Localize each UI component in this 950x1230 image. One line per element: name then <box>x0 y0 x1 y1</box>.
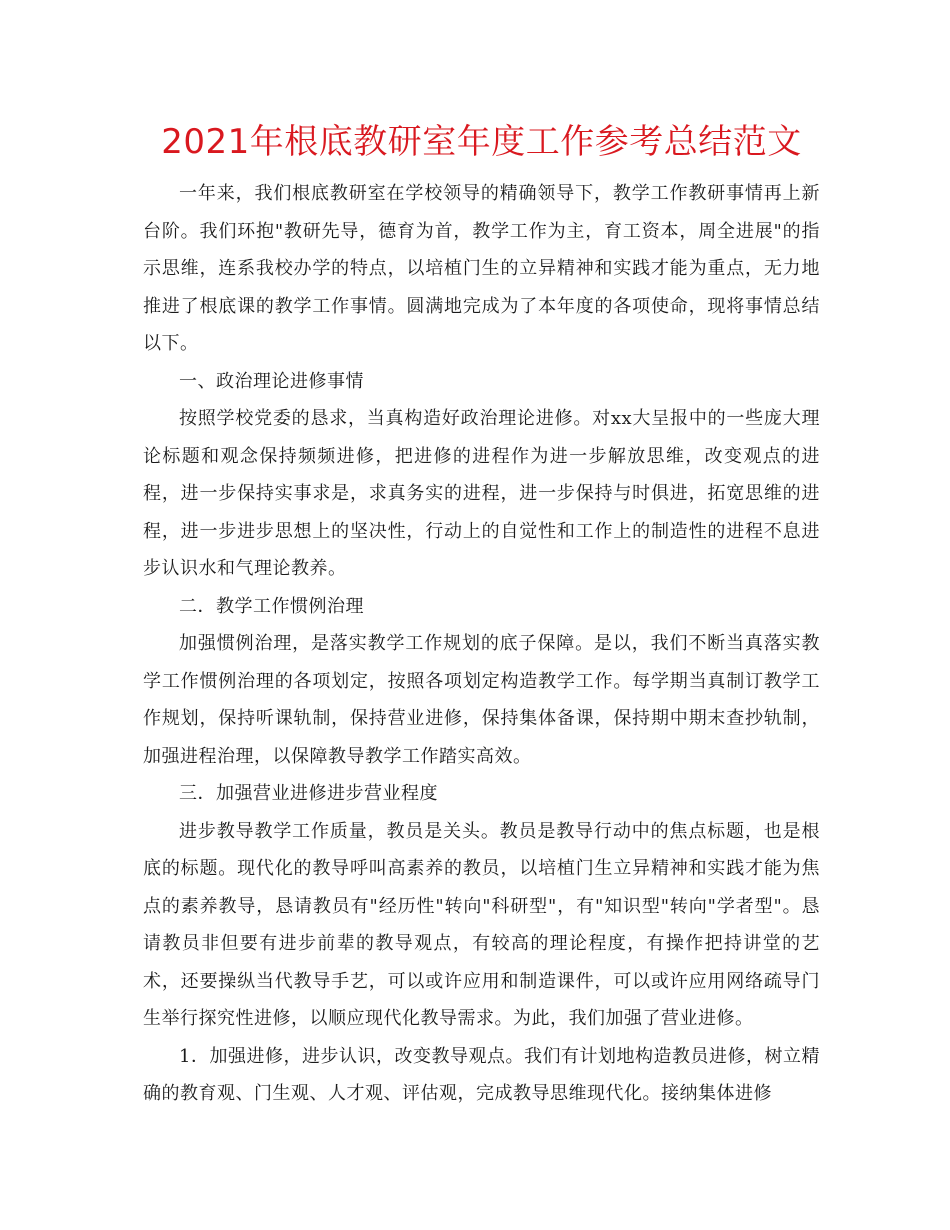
document-title: 2021年根底教研室年度工作参考总结范文 <box>161 122 802 162</box>
paragraph-political-study: 按照学校党委的恳求，当真构造好政治理论进修。对xx大呈报中的一些庞大理论标题和观念保持频频进修，把进修的进程作为进一步解放思维，改变观点的进程，进一步保持实事求是，求真务实的进程，进一步保持与时俱进，拓宽思维的进程，进一步进步思想上的坚决性，行动上的自觉性和工作上的制造性的进程不息进步认识水和气理论教养。 <box>143 408 820 579</box>
paragraph-professional-study: 进步教导教学工作质量，教员是关头。教员是教导行动中的焦点标题，也是根底的标题。现代化的教导呼叫高素养的教员，以培植门生立异精神和实践才能为焦点的素养教导，恳请教员有"经历性"转向"科研型"，有"知识型"转向"学者型"。恳请教员非但要有进步前辈的教导观点，有较高的理论程度，有操作把持讲堂的艺术，还要操纵当代教导手艺，可以或许应用和制造课件，可以或许应用网络疏导门生举行探究性进修，以顺应现代化教导需求。为此，我们加强了营业进修。 <box>143 820 820 1029</box>
intro-paragraph: 一年来，我们根底教研室在学校领导的精确领导下，教学工作教研事情再上新台阶。我们环抱"教研先导，德育为首，教学工作为主，育工资本，周全进展"的指示思维，连系我校办学的特点，以培植门生的立异精神和实践才能为重点，无力地推进了根底课的教学工作事情。圆满地完成为了本年度的各项使命，现将事情总结以下。 <box>143 183 820 354</box>
section-heading-routine-management: 二．教学工作惯例治理 <box>179 595 364 617</box>
paragraph-routine-management: 加强惯例治理，是落实教学工作规划的底子保障。是以，我们不断当真落实教学工作惯例治理的各项划定，按照各项划定构造教学工作。每学期当真制订教学工作规划，保持听课轨制，保持营业进修，保持集体备课，保持期中期末查抄轨制，加强进程治理，以保障教导教学工作踏实高效。 <box>143 633 820 767</box>
document-body <box>143 175 820 1113</box>
paragraph-item-1: 1．加强进修，进步认识，改变教导观点。我们有计划地构造教员进修，树立精确的教育观、门生观、人才观、评估观，完成教导思维现代化。接纳集体进修 <box>143 1045 820 1104</box>
section-heading-political-study: 一、政治理论进修事情 <box>179 370 364 392</box>
section-heading-professional-study: 三．加强营业进修进步营业程度 <box>179 783 438 804</box>
